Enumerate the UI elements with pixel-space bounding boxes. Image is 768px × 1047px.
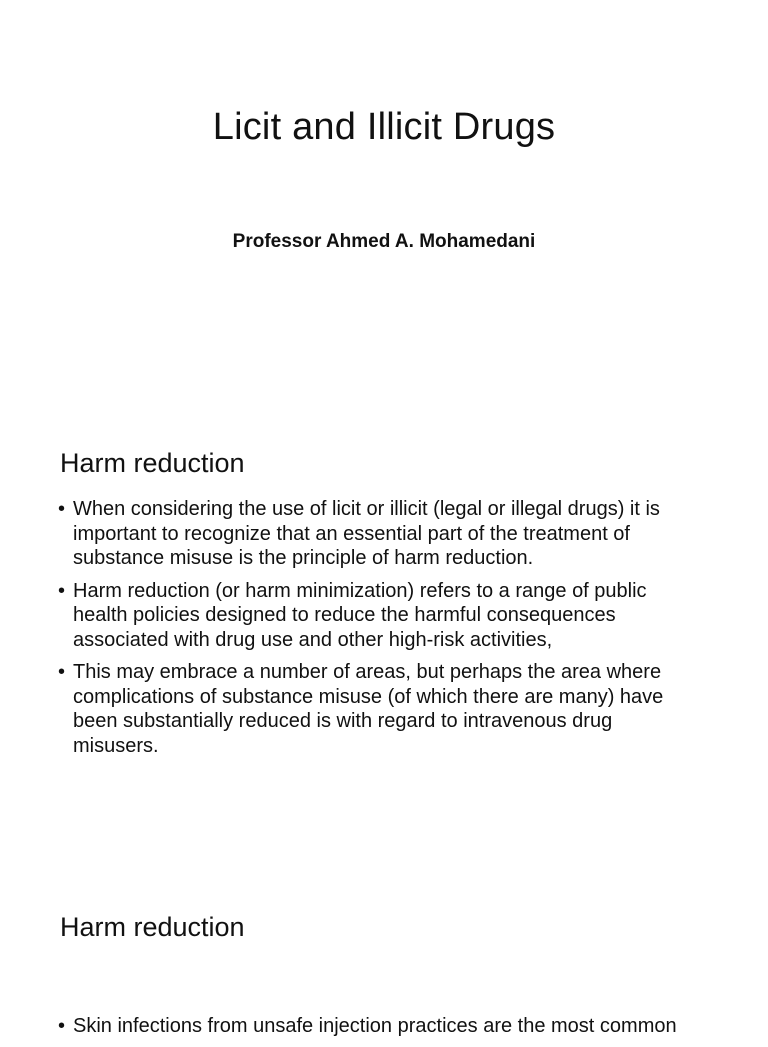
content-slide-harm-reduction-1 <box>0 420 768 890</box>
bullet-item <box>58 660 698 758</box>
bullet-text: Harm reduction (or harm minimization) refers to a range of public health policies designed to reduce the harmful consequences associated with drug use and other high-risk activities, <box>73 579 647 651</box>
bullet-icon: • <box>58 498 66 520</box>
bullet-text: When considering the use of licit or illicit (legal or illegal drugs) it is important to recognize that an essential part of the treatment of substance misuse is the principle of harm reduction. <box>73 498 660 569</box>
slide-heading: Harm reduction <box>60 912 245 942</box>
content-slide-harm-reduction-2 <box>0 890 768 1037</box>
bullet-list <box>58 1014 698 1047</box>
bullet-item <box>58 497 698 571</box>
bullet-item <box>58 579 698 653</box>
bullet-text: This may embrace a number of areas, but perhaps the area where complications of substance misuse (of which there are many) have been substantially reduced is with regard to intravenous drug misusers. <box>73 661 664 757</box>
bullet-icon: • <box>58 1015 66 1037</box>
bullet-list <box>58 497 698 766</box>
author-subtitle: Professor Ahmed A. Mohamedani <box>232 231 536 252</box>
title-slide <box>0 0 768 420</box>
slide-heading: Harm reduction <box>60 448 245 478</box>
bullet-icon: • <box>58 579 66 602</box>
bullet-text: Skin infections from unsafe injection practices are the most common <box>73 1015 677 1037</box>
bullet-icon: • <box>58 661 66 683</box>
slide-title: Licit and Illicit Drugs <box>212 106 556 148</box>
bullet-item <box>58 1014 698 1039</box>
